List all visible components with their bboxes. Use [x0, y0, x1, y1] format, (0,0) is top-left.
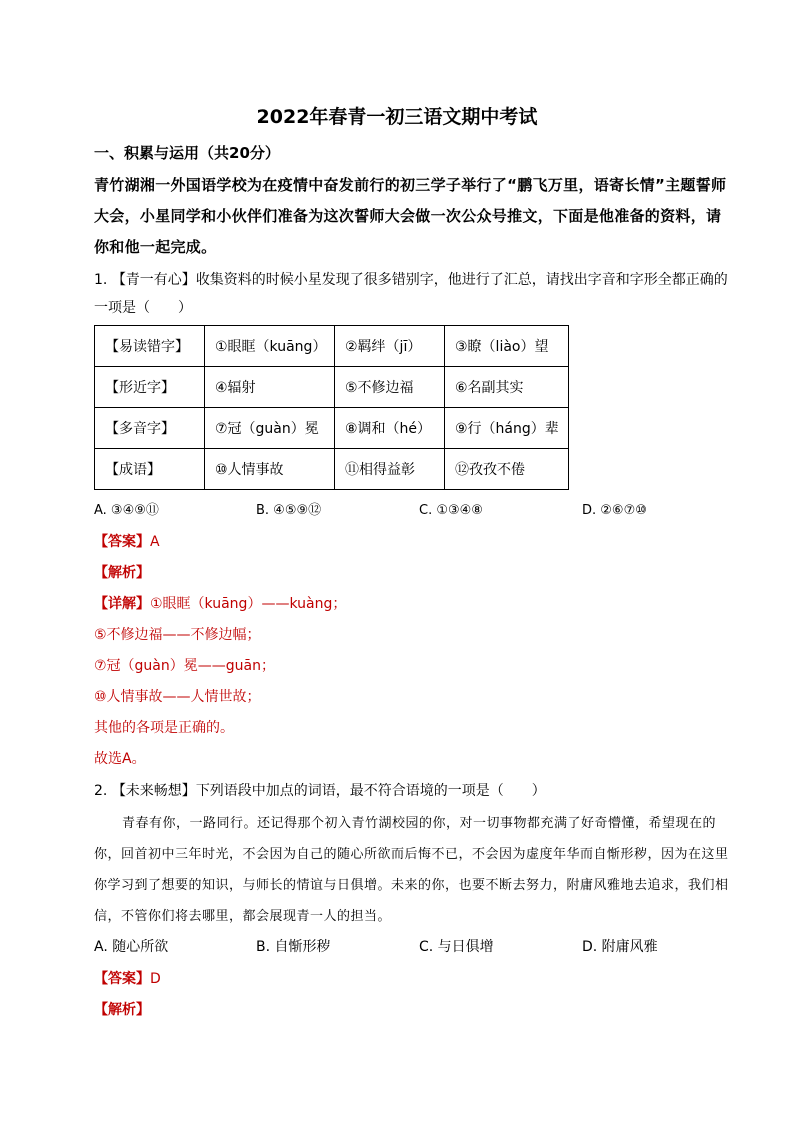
table-cell: 【多音字】 [95, 408, 205, 449]
q1-option-d[interactable]: D. ②⑥⑦⑩ [582, 503, 647, 518]
question-1-number: 1. [94, 272, 108, 288]
section-heading: 一、积累与运用（共20分） [94, 144, 280, 162]
table-cell: ⑥名副其实 [445, 367, 569, 408]
q2-answer [94, 967, 161, 991]
question-1 [94, 266, 734, 322]
table-cell: ⑨行（háng）辈 [445, 408, 569, 449]
q2-option-d[interactable]: D. 附庸风雅 [582, 939, 658, 955]
table-cell: 【形近字】 [95, 367, 205, 408]
q1-detail-3: ⑦冠（guàn）冕——guān； [94, 658, 275, 674]
table-cell: 【成语】 [95, 449, 205, 490]
q1-option-b[interactable]: B. ④⑤⑨⑫ [256, 503, 322, 518]
intro-paragraph: 青竹湖湘一外国语学校为在疫情中奋发前行的初三学子举行了“鹏飞万里，语寄长情”主题誓师大会，小星同学和小伙伴们准备为这次誓师大会做一次公众号推文，下面是他准备的资料，请你和他一起完成。 [94, 176, 727, 256]
q1-detail-2: ⑤不修边福——不修边幅； [94, 627, 261, 643]
table-row [95, 408, 569, 449]
question-2-number: 2. [94, 783, 108, 799]
detail-text: ①眼眶（kuāng）——kuàng； [150, 596, 347, 612]
question-2 [94, 777, 734, 805]
answer-label: 【答案】 [94, 971, 150, 987]
q1-conclusion: 故选A。 [94, 751, 146, 767]
q1-option-a[interactable]: A. ③④⑨⑪ [94, 503, 159, 518]
table-cell: ①眼眶（kuāng） [205, 326, 335, 367]
answer-value: D [150, 971, 161, 987]
q2-analysis-label: 【解析】 [94, 1002, 150, 1018]
q1-others: 其他的各项是正确的。 [94, 720, 234, 736]
q2-passage: 青春有你，一路同行。还记得那个初入青竹湖校园的你，对一切事物都充满了好奇懵懂，希望现在的你，回首初中三年时光，不会因为自己的随心所欲而后悔不已，不会因为虚度年华而自惭形秽，因为在这里你学习到了想要的知识，与师长的情谊与日俱增。未来的你，也要不断去努力，附庸风雅地去追求，我们相信，不管你们将去哪里，都会展现青一人的担当。 [94, 816, 729, 924]
table-cell: ②羁绊（jī） [335, 326, 445, 367]
table-cell: ⑪相得益彰 [335, 449, 445, 490]
table-cell: ④辐射 [205, 367, 335, 408]
table-cell: 【易读错字】 [95, 326, 205, 367]
table-cell: ⑫孜孜不倦 [445, 449, 569, 490]
detail-label: 【详解】 [94, 596, 150, 612]
character-table [94, 325, 569, 490]
q1-analysis-label: 【解析】 [94, 565, 150, 581]
q2-option-c[interactable]: C. 与日俱增 [419, 939, 494, 955]
q1-detail-1 [94, 592, 346, 616]
q1-detail-4: ⑩人情事故——人情世故； [94, 689, 261, 705]
question-2-text: 下列语段中加点的词语，最不符合语境的一项是（ ） [195, 783, 546, 799]
question-2-tag: 【未来畅想】 [111, 783, 196, 799]
table-cell: ③瞭（liào）望 [445, 326, 569, 367]
table-row [95, 367, 569, 408]
table-cell: ⑤不修边福 [335, 367, 445, 408]
answer-value: A [150, 534, 160, 550]
table-cell: ⑦冠（guàn）冕 [205, 408, 335, 449]
answer-label: 【答案】 [94, 534, 150, 550]
table-cell: ⑩人情事故 [205, 449, 335, 490]
q1-option-c[interactable]: C. ①③④⑧ [419, 503, 483, 518]
question-1-text: 收集资料的时候小星发现了很多错别字，他进行了汇总，请找出字音和字形全都正确的一项是（ ） [94, 272, 728, 316]
q2-option-a[interactable]: A. 随心所欲 [94, 939, 169, 955]
table-row [95, 326, 569, 367]
table-row [95, 449, 569, 490]
q2-option-b[interactable]: B. 自惭形秽 [256, 939, 331, 955]
table-cell: ⑧调和（hé） [335, 408, 445, 449]
page-title: 2022年春青一初三语文期中考试 [256, 106, 538, 128]
q1-answer [94, 530, 160, 554]
question-1-tag: 【青一有心】 [111, 272, 196, 288]
